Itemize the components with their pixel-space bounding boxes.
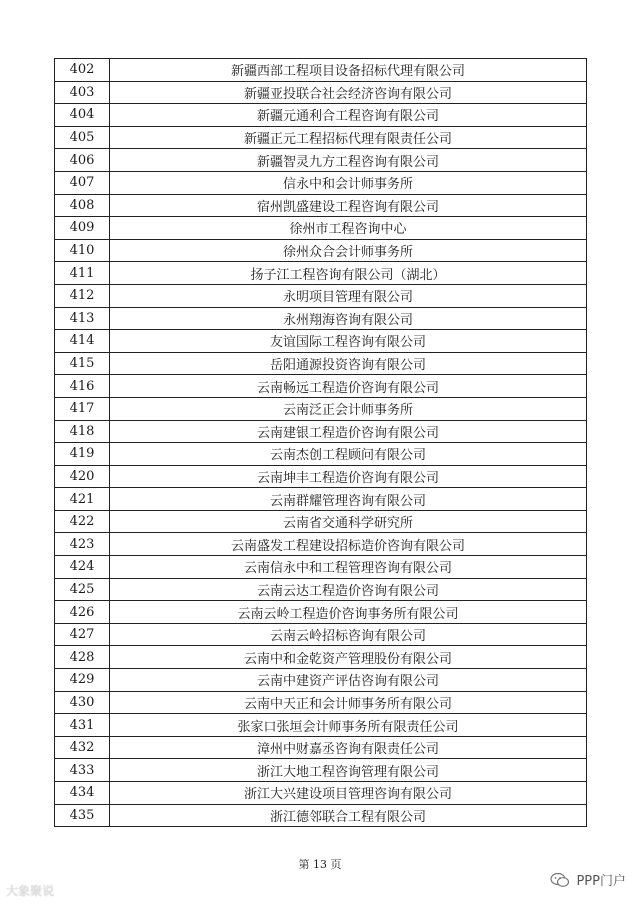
company-name: 云南中建资产评估咨询有限公司 xyxy=(110,669,587,692)
table-row xyxy=(55,691,587,714)
table-row xyxy=(55,307,587,330)
row-number: 404 xyxy=(55,104,110,127)
row-number: 420 xyxy=(55,465,110,488)
table-row xyxy=(55,104,587,127)
table-row xyxy=(55,488,587,511)
row-number: 410 xyxy=(55,239,110,262)
row-number: 434 xyxy=(55,782,110,805)
row-number: 430 xyxy=(55,691,110,714)
company-name: 云南信永中和工程管理咨询有限公司 xyxy=(110,556,587,579)
company-name: 云南泛正会计师事务所 xyxy=(110,397,587,420)
table-row xyxy=(55,217,587,240)
company-name: 新疆西部工程项目设备招标代理有限公司 xyxy=(110,59,587,82)
row-number: 423 xyxy=(55,533,110,556)
table-row xyxy=(55,782,587,805)
company-name: 漳州中财嘉丞咨询有限责任公司 xyxy=(110,736,587,759)
company-name: 信永中和会计师事务所 xyxy=(110,171,587,194)
row-number: 422 xyxy=(55,510,110,533)
table-row xyxy=(55,443,587,466)
row-number: 418 xyxy=(55,420,110,443)
table-row xyxy=(55,736,587,759)
company-name: 云南群耀管理咨询有限公司 xyxy=(110,488,587,511)
row-number: 431 xyxy=(55,714,110,737)
row-number: 429 xyxy=(55,669,110,692)
table-row xyxy=(55,149,587,172)
table-row xyxy=(55,804,587,827)
table-row xyxy=(55,646,587,669)
table-row xyxy=(55,284,587,307)
company-name: 浙江大兴建设项目管理咨询有限公司 xyxy=(110,782,587,805)
company-name: 云南中天正和会计师事务所有限公司 xyxy=(110,691,587,714)
row-number: 403 xyxy=(55,81,110,104)
page-number: 第 13 页 xyxy=(298,858,342,871)
row-number: 432 xyxy=(55,736,110,759)
table-row xyxy=(55,759,587,782)
company-name: 张家口张垣会计师事务所有限责任公司 xyxy=(110,714,587,737)
table-row xyxy=(55,126,587,149)
table-row xyxy=(55,194,587,217)
company-name: 云南建银工程造价咨询有限公司 xyxy=(110,420,587,443)
row-number: 408 xyxy=(55,194,110,217)
row-number: 427 xyxy=(55,623,110,646)
table-row xyxy=(55,262,587,285)
row-number: 426 xyxy=(55,601,110,624)
row-number: 412 xyxy=(55,284,110,307)
company-name: 云南中和金乾资产管理股份有限公司 xyxy=(110,646,587,669)
company-name: 云南盛发工程建设招标造价咨询有限公司 xyxy=(110,533,587,556)
company-name: 友谊国际工程咨询有限公司 xyxy=(110,330,587,353)
row-number: 407 xyxy=(55,171,110,194)
row-number: 411 xyxy=(55,262,110,285)
row-number: 406 xyxy=(55,149,110,172)
company-name: 新疆亚投联合社会经济咨询有限公司 xyxy=(110,81,587,104)
watermark-right-label: PPP门户 xyxy=(576,874,626,889)
table-row xyxy=(55,669,587,692)
row-number: 409 xyxy=(55,217,110,240)
row-number: 421 xyxy=(55,488,110,511)
row-number: 413 xyxy=(55,307,110,330)
table-row xyxy=(55,420,587,443)
company-name: 云南云岭工程造价咨询事务所有限公司 xyxy=(110,601,587,624)
row-number: 414 xyxy=(55,330,110,353)
table-row xyxy=(55,59,587,82)
company-name: 云南畅远工程造价咨询有限公司 xyxy=(110,375,587,398)
table-row xyxy=(55,397,587,420)
company-name: 云南坤丰工程造价咨询有限公司 xyxy=(110,465,587,488)
table-row xyxy=(55,352,587,375)
wechat-icon xyxy=(550,872,570,888)
row-number: 433 xyxy=(55,759,110,782)
table-row xyxy=(55,510,587,533)
company-name: 永明项目管理有限公司 xyxy=(110,284,587,307)
company-name: 徐州市工程咨询中心 xyxy=(110,217,587,240)
company-name: 扬子江工程咨询有限公司（湖北） xyxy=(110,262,587,285)
row-number: 425 xyxy=(55,578,110,601)
table-row xyxy=(55,465,587,488)
company-table xyxy=(54,58,587,827)
company-name: 宿州凯盛建设工程咨询有限公司 xyxy=(110,194,587,217)
company-name: 新疆正元工程招标代理有限责任公司 xyxy=(110,126,587,149)
company-name: 岳阳通源投资咨询有限公司 xyxy=(110,352,587,375)
company-name: 云南省交通科学研究所 xyxy=(110,510,587,533)
row-number: 424 xyxy=(55,556,110,579)
table-row xyxy=(55,623,587,646)
table-row xyxy=(55,601,587,624)
row-number: 417 xyxy=(55,397,110,420)
watermark-left: 大象聚说 xyxy=(6,884,55,898)
company-name: 云南云岭招标咨询有限公司 xyxy=(110,623,587,646)
row-number: 405 xyxy=(55,126,110,149)
row-number: 428 xyxy=(55,646,110,669)
row-number: 402 xyxy=(55,59,110,82)
watermark-right xyxy=(550,870,626,889)
table-row xyxy=(55,375,587,398)
company-name: 浙江德邻联合工程有限公司 xyxy=(110,804,587,827)
row-number: 416 xyxy=(55,375,110,398)
table-row xyxy=(55,578,587,601)
row-number: 415 xyxy=(55,352,110,375)
table-row xyxy=(55,171,587,194)
table-row xyxy=(55,556,587,579)
row-number: 419 xyxy=(55,443,110,466)
table-row xyxy=(55,714,587,737)
table-row xyxy=(55,533,587,556)
table-row xyxy=(55,81,587,104)
company-name: 徐州众合会计师事务所 xyxy=(110,239,587,262)
company-name: 新疆元通利合工程咨询有限公司 xyxy=(110,104,587,127)
company-name: 永州翔海咨询有限公司 xyxy=(110,307,587,330)
company-table-body xyxy=(55,59,587,827)
row-number: 435 xyxy=(55,804,110,827)
company-name: 浙江大地工程咨询管理有限公司 xyxy=(110,759,587,782)
table-row xyxy=(55,239,587,262)
company-name: 云南杰创工程顾问有限公司 xyxy=(110,443,587,466)
table-row xyxy=(55,330,587,353)
company-name: 云南云达工程造价咨询有限公司 xyxy=(110,578,587,601)
company-name: 新疆智灵九方工程咨询有限公司 xyxy=(110,149,587,172)
